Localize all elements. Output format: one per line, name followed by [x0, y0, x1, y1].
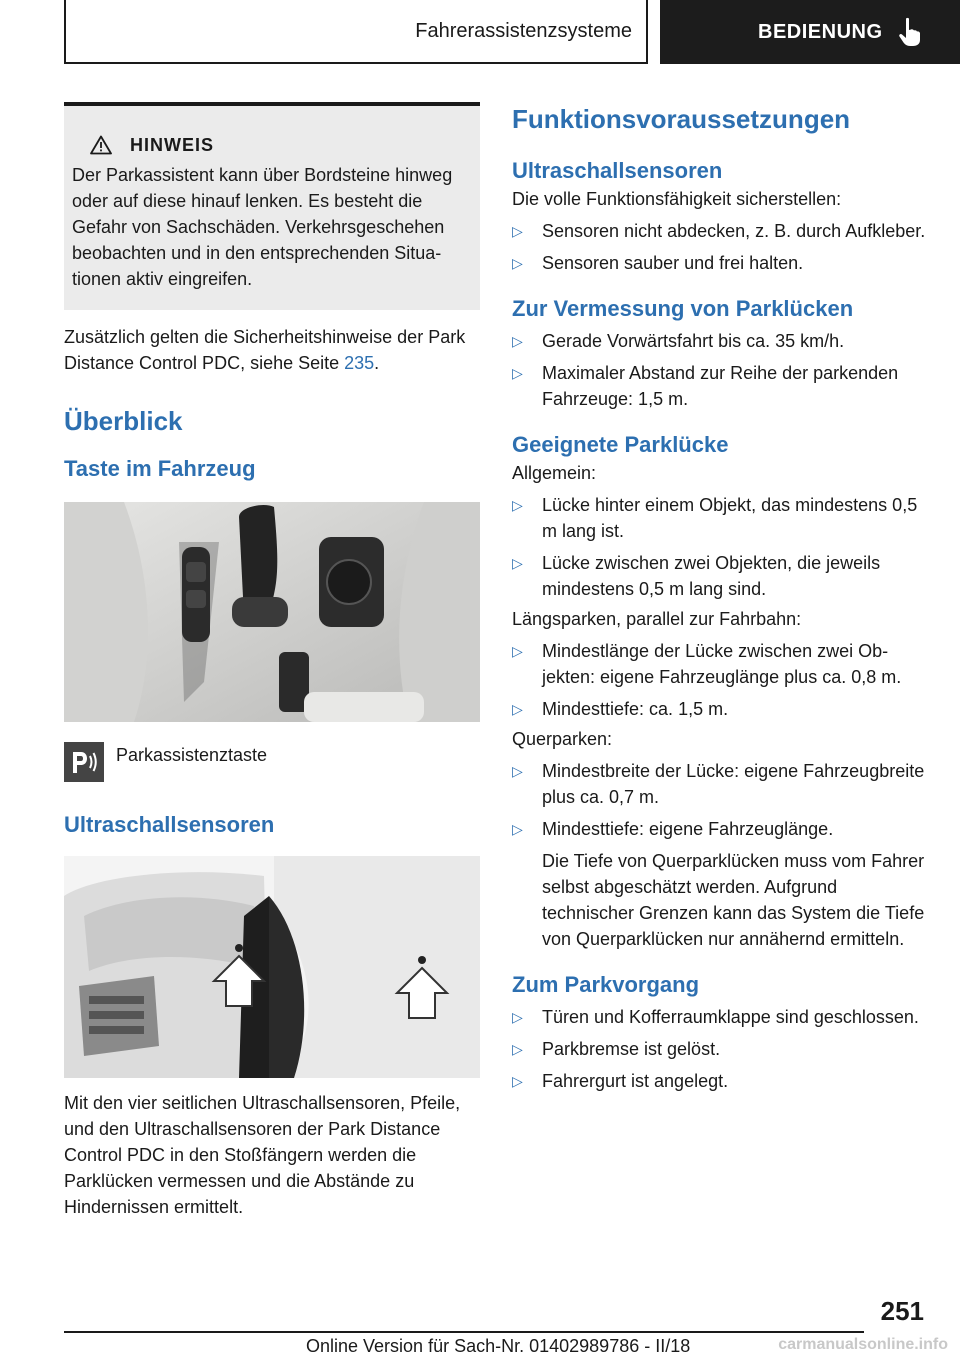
triangle-bullet-icon: ▷ [512, 1009, 523, 1025]
button-legend-label: Parkassistenztaste [116, 745, 268, 765]
requirements-heading: Funktionsvoraussetzungen [512, 104, 851, 134]
left-column [64, 102, 480, 1220]
triangle-bullet-icon: ▷ [512, 497, 523, 513]
overview-heading: Überblick [64, 406, 183, 436]
list-item: ▷ Mindesttiefe: eigene Fahrzeuglänge. [512, 816, 928, 842]
page-link-235[interactable]: 235 [344, 353, 375, 373]
triangle-bullet-icon: ▷ [512, 223, 523, 239]
notice-title: HINWEIS [130, 135, 215, 155]
watermark: carmanualsonline.info [778, 1336, 948, 1353]
safety-reference-prefix: Zusätzlich gelten die Sicherheitshinweise der Park Distance Control PDC, siehe Seite [64, 327, 466, 373]
warning-triangle-icon [90, 135, 112, 155]
header-chapter-tab [660, 0, 960, 64]
general-list [512, 492, 928, 602]
safety-reference-text [64, 324, 480, 376]
cross-list [512, 758, 928, 842]
button-legend [64, 742, 480, 782]
triangle-bullet-icon: ▷ [512, 555, 523, 571]
park-assist-button-icon [64, 742, 104, 782]
list-item: ▷ Sensoren nicht abdecken, z. B. durch Aufkleber. [512, 218, 928, 244]
list-item: ▷ Maximaler Abstand zur Reihe der parkenden Fahrzeuge: 1,5 m. [512, 360, 928, 412]
center-console-photo [64, 502, 480, 722]
triangle-bullet-icon: ▷ [512, 1073, 523, 1089]
triangle-bullet-icon: ▷ [512, 643, 523, 659]
suitable-space-heading: Geeignete Parklücke [512, 432, 729, 457]
list-item: ▷ Mindesttiefe: ca. 1,5 m. [512, 696, 928, 722]
safety-reference-suffix: . [374, 353, 380, 373]
parking-heading: Zum Parkvorgang [512, 972, 700, 997]
parallel-label: Längsparken, parallel zur Fahrbahn: [512, 609, 802, 629]
notice-box [64, 102, 480, 310]
list-item: ▷ Gerade Vorwärtsfahrt bis ca. 35 km/h. [512, 328, 928, 354]
list-item: ▷ Fahrergurt ist angelegt. [512, 1068, 928, 1094]
triangle-bullet-icon: ▷ [512, 365, 523, 381]
parking-list [512, 1004, 928, 1094]
sensor-list [512, 218, 928, 276]
list-item: ▷ Lücke zwischen zwei Objekten, die jeweils mindestens 0,5 m lang sind. [512, 550, 928, 602]
button-heading: Taste im Fahrzeug [64, 456, 256, 481]
chapter-title: BEDIENUNG [758, 20, 883, 43]
header-section-tab [64, 0, 648, 64]
footer-rule [64, 1331, 864, 1333]
sensor-intro: Die volle Funktionsfähigkeit sicherstellen: [512, 189, 842, 209]
notice-text: Der Parkassistent kann über Bordsteine hinweg oder auf diese hinauf lenken. Es besteht die Gefahr von Sachschäden. Verkehrsgeschehen beobachten und in den entsprechenden Situationen aktiv eingreifen. [72, 165, 453, 289]
list-item: ▷ Sensoren sauber und frei halten. [512, 250, 928, 276]
sensor-heading-left: Ultraschallsensoren [64, 812, 275, 837]
right-column [512, 102, 928, 1094]
pointing-hand-icon [897, 17, 925, 47]
triangle-bullet-icon: ▷ [512, 255, 523, 271]
triangle-bullet-icon: ▷ [512, 763, 523, 779]
cross-note: Die Tiefe von Querparklücken muss vom Fahrer selbst abgeschätzt werden. Aufgrund technischer Grenzen kann das System die Tiefe von Querparklücken nur annähernd ermitteln. [542, 851, 925, 949]
list-item: ▷ Türen und Kofferraumklappe sind geschlossen. [512, 1004, 928, 1030]
cross-label: Querparken: [512, 729, 613, 749]
triangle-bullet-icon: ▷ [512, 821, 523, 837]
triangle-bullet-icon: ▷ [512, 1041, 523, 1057]
online-version-text: Online Version für Sach-Nr. 01402989786 - II/18 [306, 1336, 691, 1356]
measurement-heading: Zur Vermessung von Parklücken [512, 296, 854, 321]
list-item: ▷ Parkbremse ist gelöst. [512, 1036, 928, 1062]
sensor-description: Mit den vier seitlichen Ultraschallsensoren, Pfeile, und den Ultraschallsensoren der Park Distance Control PDC in den Stoßfängern werden die Parklücken vermessen und die Abstände zu Hindernissen ermittelt. [64, 1093, 461, 1217]
triangle-bullet-icon: ▷ [512, 701, 523, 717]
list-item: ▷ Mindestlänge der Lücke zwischen zwei Objekten: eigene Fahrzeuglänge plus ca. 0,8 m. [512, 638, 928, 690]
triangle-bullet-icon: ▷ [512, 333, 523, 349]
page-number: 251 [880, 1296, 924, 1326]
general-label: Allgemein: [512, 463, 597, 483]
parallel-list [512, 638, 928, 722]
list-item: ▷ Mindestbreite der Lücke: eigene Fahrzeugbreite plus ca. 0,7 m. [512, 758, 928, 810]
ultrasonic-sensor-photo [64, 856, 480, 1078]
section-title: Fahrerassistenzsysteme [415, 19, 632, 42]
list-item: ▷ Lücke hinter einem Objekt, das mindestens 0,5 m lang ist. [512, 492, 928, 544]
sensor-heading-right: Ultraschallsensoren [512, 158, 723, 183]
measurement-list [512, 328, 928, 412]
